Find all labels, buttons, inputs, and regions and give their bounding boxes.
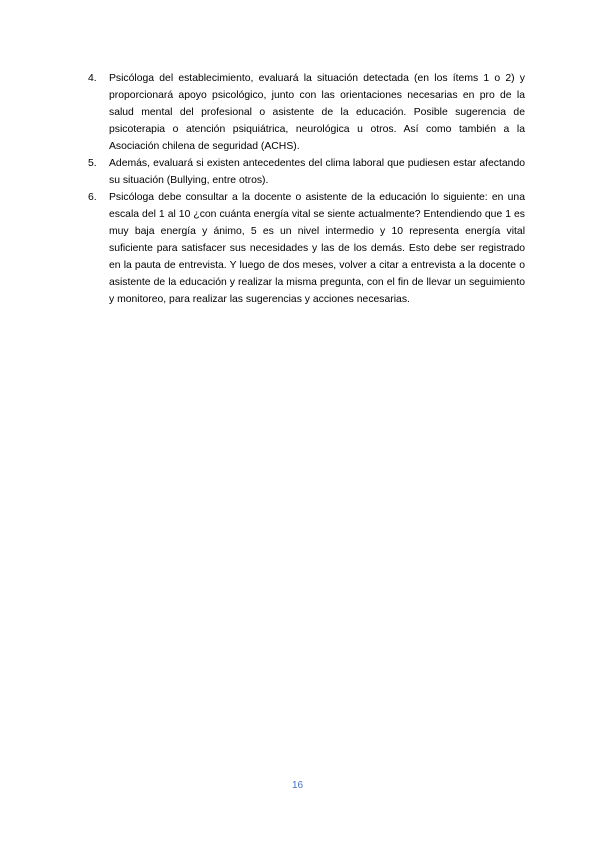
list-item-text: Además, evaluará si existen antecedentes del clima laboral que pudiesen estar afectando su situación (Bullying, entre otros). xyxy=(109,158,525,186)
list-item xyxy=(88,189,525,308)
list-item-number: 6. xyxy=(88,192,97,203)
list-item-text: Psicóloga del establecimiento, evaluará la situación detectada (en los ítems 1 o 2) y proporcionará apoyo psicológico, junto con las orientaciones necesarias en pro de la salud mental del profesional o asistente de la educación. Posible sugerencia de psicoterapia o atención psiquiátrica, neurológica u otros. Así como también a la Asociación chilena de seguridad (ACHS). xyxy=(109,73,525,152)
list-item xyxy=(88,70,525,155)
list-item-text: Psicóloga debe consultar a la docente o asistente de la educación lo siguiente: en una escala del 1 al 10 ¿con cuánta energía vital se siente actualmente? Entendiendo que 1 es muy baja energía y ánimo, 5 es un nivel intermedio y 10 representa energía vital suficiente para satisfacer sus necesidades y las de los demás. Esto debe ser registrado en la pauta de entrevista. Y luego de dos meses, volver a citar a entrevista a la docente o asistente de la educación y realizar la misma pregunta, con el fin de llevar un seguimiento y monitoreo, para realizar las sugerencias y acciones necesarias. xyxy=(109,192,525,305)
list-item-number: 4. xyxy=(88,73,97,84)
page-number: 16 xyxy=(291,780,304,791)
list-item-number: 5. xyxy=(88,158,97,169)
list-item xyxy=(88,155,525,189)
numbered-list xyxy=(88,70,525,308)
